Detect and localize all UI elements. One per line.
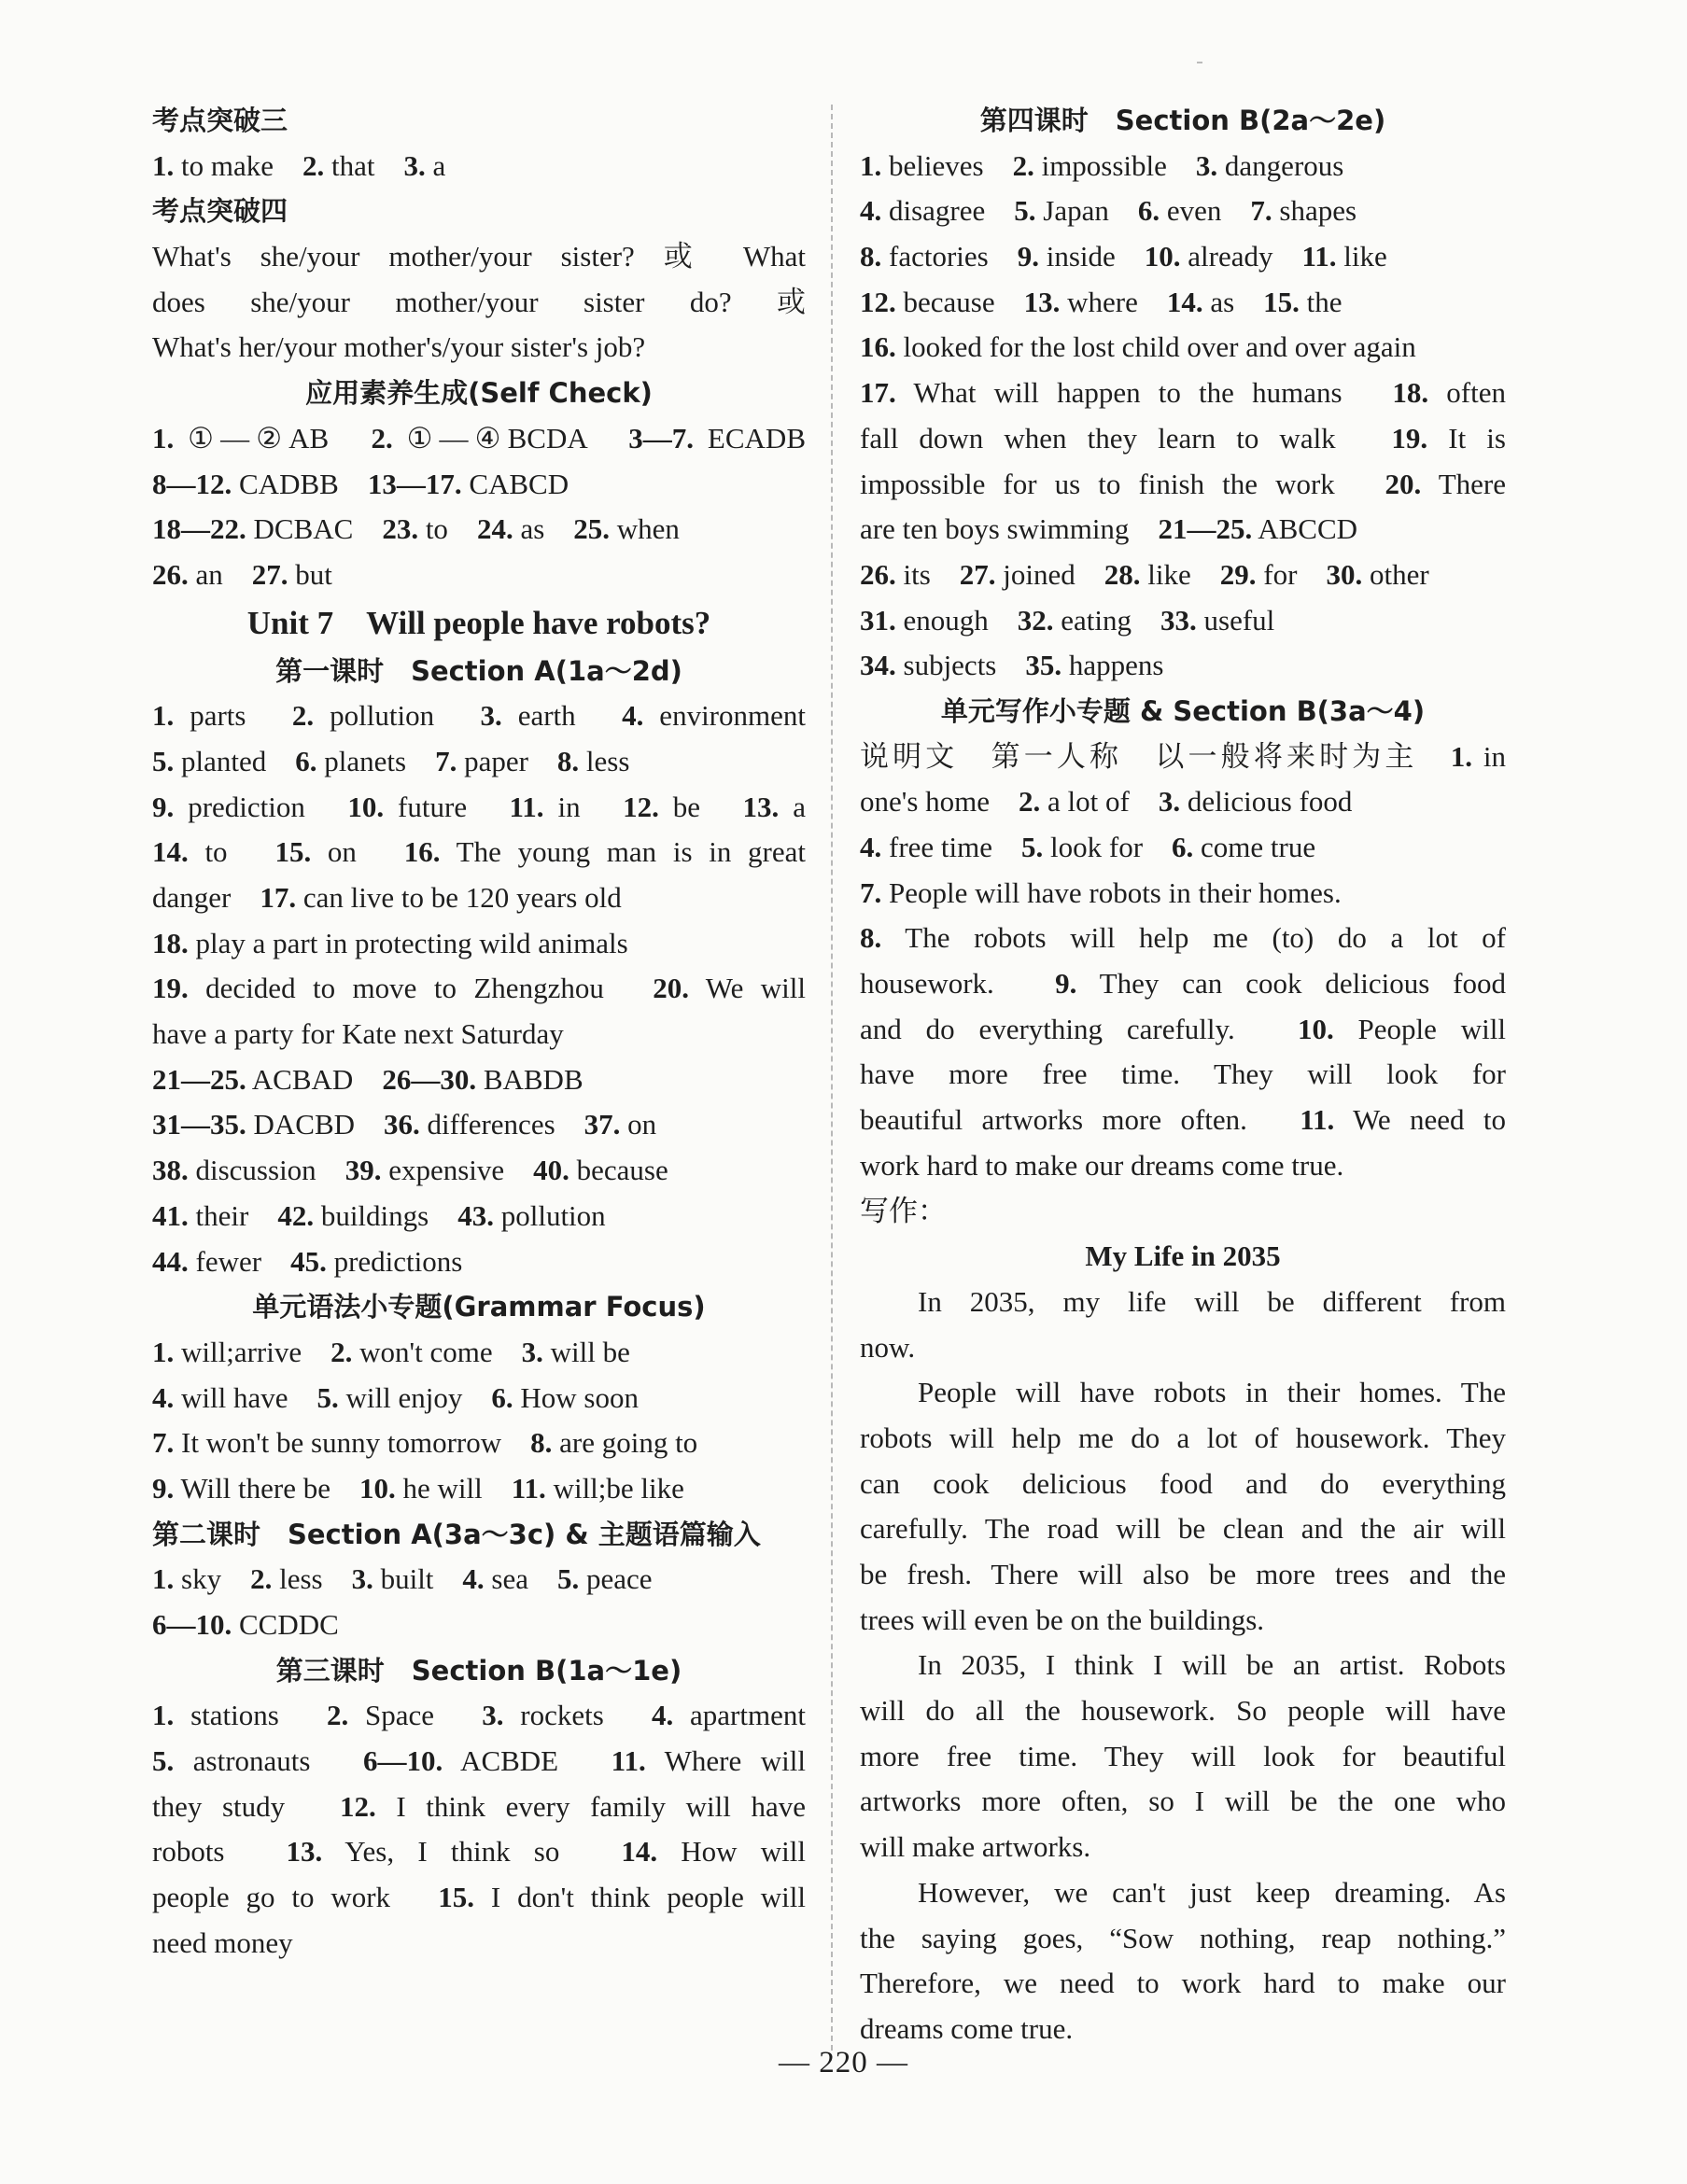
section-heading: 单元语法小专题(Grammar Focus) — [252, 1291, 706, 1323]
answer-line: are ten boys swimming 21—25. ABCCD — [860, 512, 1358, 546]
answer-line: 1. sky 2. less 3. built 4. sea 5. peace — [152, 1562, 653, 1596]
section-heading: 第一课时 Section A(1a～2d) — [275, 654, 682, 687]
column-divider — [831, 105, 833, 2051]
answer-line: 5. planted 6. planets 7. paper 8. less — [152, 744, 630, 777]
answer-line: 17. What will happen to the humans 18. often — [860, 376, 1506, 410]
answer-line: 12. because 13. where 14. as 15. the — [860, 285, 1343, 318]
answer-line: beautiful artworks more often. 11. We need to — [860, 1103, 1506, 1137]
answer-line: 7. It won't be sunny tomorrow 8. are going to — [152, 1426, 698, 1460]
answer-line: However, we can't just keep dreaming. As — [918, 1875, 1506, 1909]
answer-line: 1. parts 2. pollution 3. earth 4. environment — [152, 699, 806, 733]
essay-title: My Life in 2035 — [1085, 1239, 1281, 1273]
answer-line: have a party for Kate next Saturday — [152, 1017, 564, 1051]
answer-line: 21—25. ACBAD 26—30. BABDB — [152, 1062, 583, 1096]
section-heading: 第四课时 Section B(2a～2e) — [979, 105, 1386, 136]
unit-title: Unit 7 Will people have robots? — [246, 604, 711, 641]
answer-line: What's her/your mother's/your sister's job? — [152, 330, 646, 364]
answer-line: 16. looked for the lost child over and over again — [860, 330, 1416, 364]
answer-line: fall down when they learn to walk 19. It is — [860, 421, 1506, 455]
answer-line: and do everything carefully. 10. People will — [860, 1012, 1506, 1045]
answer-line: need money — [152, 1925, 293, 1959]
answer-line: 4. disagree 5. Japan 6. even 7. shapes — [860, 194, 1357, 228]
answer-line: the saying goes, “Sow nothing, reap nothing.” — [860, 1921, 1506, 1954]
answer-line: impossible for us to finish the work 20. There — [860, 467, 1506, 500]
answer-line: 1. ①—②AB 2. ①—④BCDA 3—7. ECADB — [152, 421, 806, 455]
answer-line: trees will even be on the buildings. — [860, 1603, 1265, 1636]
answer-line: 9. Will there be 10. he will 11. will;be like — [152, 1471, 684, 1505]
answer-line: danger 17. can live to be 120 years old — [152, 881, 622, 914]
answer-line: will make artworks. — [860, 1830, 1091, 1864]
answer-line: robots will help me do a lot of housework. They — [860, 1421, 1506, 1454]
page-number: — 220 — — [779, 2046, 908, 2079]
answer-line: 19. decided to move to Zhengzhou 20. We will — [152, 972, 806, 1005]
answer-line: 1. will;arrive 2. won't come 3. will be — [152, 1335, 630, 1368]
answer-line: In 2035, my life will be different from — [918, 1284, 1506, 1318]
answer-line: one's home 2. a lot of 3. delicious food — [860, 785, 1353, 819]
answer-line: 说明文 第一人称 以一般将来时为主 1. in — [860, 739, 1506, 773]
answer-line: 8. The robots will help me (to) do a lot of — [860, 921, 1506, 955]
answer-line: 4. will have 5. will enjoy 6. How soon — [152, 1380, 639, 1414]
answer-line: more free time. They will look for beautiful — [860, 1739, 1506, 1772]
answer-line: they study 12. I think every family will have — [152, 1789, 806, 1823]
answer-line: artworks more often, so I will be the one who — [860, 1785, 1506, 1818]
answer-line: 31. enough 32. eating 33. useful — [860, 603, 1275, 637]
answer-line: 18. play a part in protecting wild animals — [152, 926, 628, 959]
answer-line: 1. stations 2. Space 3. rockets 4. apartment — [152, 1699, 806, 1732]
answer-line: 写作： — [860, 1194, 947, 1227]
answer-line: 7. People will have robots in their homes. — [860, 875, 1342, 909]
answer-line: have more free time. They will look for — [860, 1057, 1506, 1091]
answer-line: 9. prediction 10. future 11. in 12. be 13. a — [152, 790, 806, 823]
answer-line: Therefore, we need to work hard to make our — [860, 1967, 1506, 2000]
answer-line: 1. believes 2. impossible 3. dangerous — [860, 148, 1344, 182]
answer-line: 14. to 15. on 16. The young man is in great — [152, 835, 806, 869]
right-column — [860, 98, 1506, 2052]
answer-line: People will have robots in their homes. The — [918, 1376, 1506, 1409]
answer-line: work hard to make our dreams come true. — [860, 1148, 1344, 1182]
section-heading: 考点突破三 — [152, 105, 288, 136]
answer-line: carefully. The road will be clean and the air will — [860, 1512, 1506, 1546]
answer-line: dreams come true. — [860, 2011, 1074, 2045]
answer-line: 34. subjects 35. happens — [860, 649, 1164, 682]
left-column — [152, 98, 806, 1967]
answer-line: does she/your mother/your sister do? 或 — [152, 285, 806, 318]
answer-line: In 2035, I think I will be an artist. Robots — [918, 1648, 1506, 1682]
section-heading: 第三课时 Section B(1a～1e) — [275, 1654, 682, 1687]
answer-line: people go to work 15. I don't think people will — [152, 1881, 806, 1914]
answer-line: 41. their 42. buildings 43. pollution — [152, 1198, 606, 1232]
section-heading: 第二课时 Section A(3a～3c) & 主题语篇输入 — [152, 1518, 761, 1550]
answer-line: 8. factories 9. inside 10. already 11. like — [860, 240, 1387, 273]
answer-line: 6—10. CCDDC — [152, 1608, 339, 1641]
answer-line: 5. astronauts 6—10. ACBDE 11. Where will — [152, 1744, 806, 1778]
answer-line: 18—22. DCBAC 23. to 24. as 25. when — [152, 512, 680, 546]
answer-line: robots 13. Yes, I think so 14. How will — [152, 1835, 806, 1869]
answer-line: 44. fewer 45. predictions — [152, 1244, 463, 1278]
answer-line: can cook delicious food and do everything — [860, 1466, 1506, 1500]
section-heading: 单元写作小专题 & Section B(3a～4) — [940, 694, 1426, 727]
answer-line: will do all the housework. So people will have — [860, 1694, 1506, 1728]
answer-line: What's she/your mother/your sister? 或 What — [152, 240, 806, 273]
answer-line: 38. discussion 39. expensive 40. because — [152, 1154, 668, 1187]
scan-mark — [1197, 62, 1202, 63]
section-heading: 考点突破四 — [152, 195, 288, 228]
answer-line: 26. its 27. joined 28. like 29. for 30. other — [860, 557, 1429, 591]
answer-line: 26. an 27. but — [152, 557, 332, 591]
answer-line: now. — [860, 1330, 916, 1364]
answer-line: 31—35. DACBD 36. differences 37. on — [152, 1108, 657, 1141]
section-heading: 应用素养生成(Self Check) — [305, 377, 653, 410]
answer-line: 1. to make 2. that 3. a — [152, 148, 446, 182]
answer-line: housework. 9. They can cook delicious food — [860, 967, 1506, 1001]
answer-line: be fresh. There will also be more trees and the — [860, 1558, 1506, 1590]
answer-line: 8—12. CADBB 13—17. CABCD — [152, 467, 569, 500]
answer-line: 4. free time 5. look for 6. come true — [860, 831, 1316, 863]
